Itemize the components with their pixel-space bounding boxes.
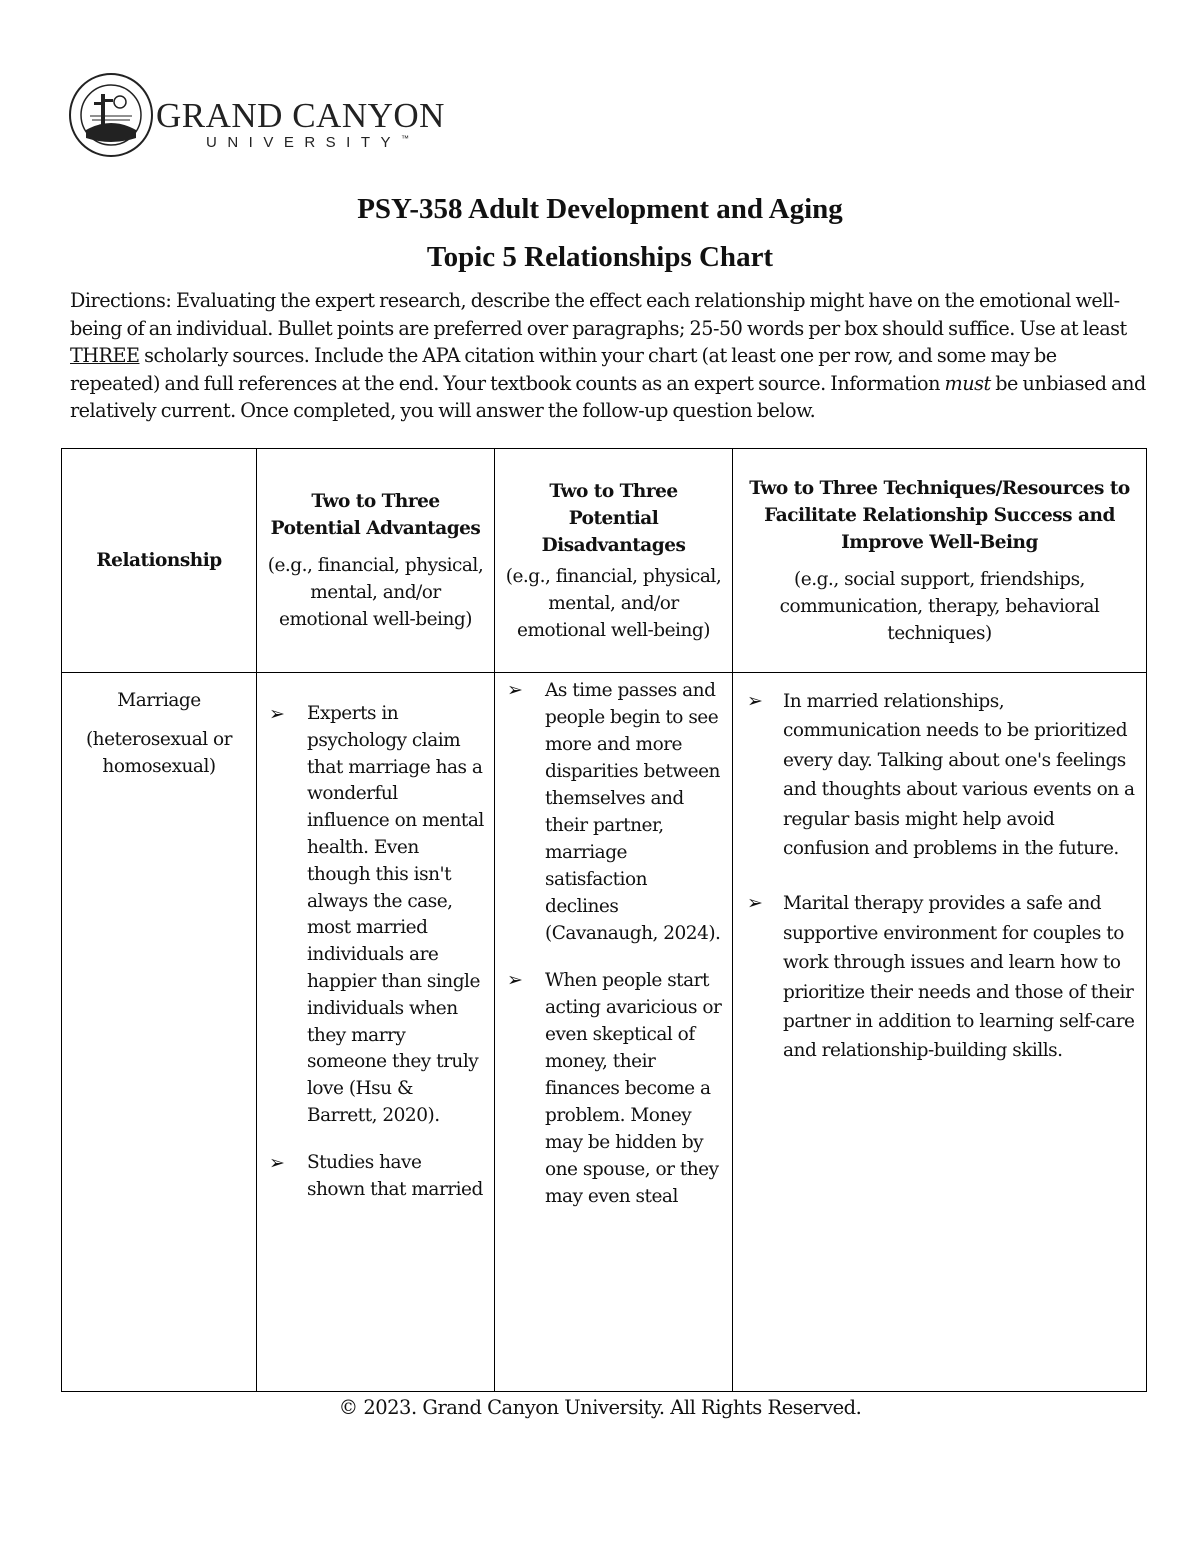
- arrow-bullet-icon: ➢: [747, 690, 763, 712]
- copyright-footer: © 2023. Grand Canyon University. All Rights Reserved.: [338, 1396, 862, 1419]
- logo-subwordmark: UNIVERSITY™: [206, 134, 410, 151]
- arrow-bullet-icon: ➢: [507, 679, 523, 701]
- list-item: ➢ When people start acting avaricious or even skeptical of money, their finances become a problem. Money may be hidden by one spouse, or they may even steal: [507, 969, 722, 1207]
- list-item: ➢ In married relationships, communication needs to be prioritized every day. Talking about one's feelings and thoughts about various events on a regular basis might help avoid confusion and problems in the future.: [743, 687, 1136, 863]
- header-disadvantages-note: (e.g., financial, physical, mental, and/or emotional well-being): [505, 565, 722, 641]
- page-subtitle: Topic 5 Relationships Chart: [426, 241, 774, 273]
- header-techniques: [733, 449, 1147, 673]
- table-row: [62, 673, 1147, 1392]
- relationships-chart-table: [61, 448, 1147, 1392]
- advantages-cell: [257, 673, 495, 1392]
- disadvantages-cell: [495, 673, 733, 1392]
- list-item: ➢ Studies have shown that married: [269, 1151, 483, 1200]
- arrow-bullet-icon: ➢: [269, 703, 285, 725]
- list-item: ➢ As time passes and people begin to see more and more disparities between themselves and their partner, marriage satisfaction declines (Cavanaugh, 2024).: [507, 679, 721, 944]
- directions-emphasis: must: [944, 371, 991, 395]
- page-title: PSY-358 Adult Development and Aging: [357, 193, 843, 225]
- header-advantages: [257, 449, 495, 673]
- relationship-subtype: (heterosexual or homosexual): [85, 729, 233, 777]
- header-relationship: Relationship: [62, 449, 257, 673]
- relationship-name: Marriage: [117, 690, 201, 711]
- header-techniques-note: (e.g., social support, friendships, communication, therapy, behavioral techniques): [779, 568, 1100, 644]
- header-advantages-title: Two to Three Potential Advantages: [270, 491, 481, 539]
- header-disadvantages-title: Two to Three Potential Disadvantages: [541, 480, 686, 556]
- arrow-bullet-icon: ➢: [507, 969, 523, 991]
- header-techniques-title: Two to Three Techniques/Resources to Facilitate Relationship Success and Improve Well-Being: [749, 477, 1130, 553]
- techniques-cell: [733, 673, 1147, 1392]
- table-header-row: [62, 449, 1147, 673]
- arrow-bullet-icon: ➢: [747, 892, 763, 915]
- list-item: ➢ Marital therapy provides a safe and supportive environment for couples to work through issues and learn how to prioritize their needs and those of their partner in addition to learning self-care and relationship-building skills.: [743, 889, 1136, 1065]
- university-seal-icon: [68, 72, 154, 158]
- directions-paragraph: Directions: Evaluating the expert research, describe the effect each relationship might have on the emotional well-being of an individual. Bullet points are preferred over paragraphs; 25-50 words per box should suffice. Use at least THREE scholarly sources. Include the APA citation within your chart (at least one per row, and some may be repeated) and full references at the end. Your textbook counts as an expert source. Information must be unbiased and relatively current. Once completed, you will answer the follow-up question below.: [70, 289, 1146, 422]
- header-disadvantages: [495, 449, 733, 673]
- arrow-bullet-icon: ➢: [269, 1151, 285, 1174]
- university-logo: [68, 72, 448, 158]
- relationship-cell: [62, 673, 257, 1392]
- logo-wordmark: GRAND CANYON: [156, 96, 445, 135]
- directions-underlined: THREE: [70, 344, 140, 367]
- list-item: ➢ Experts in psychology claim that marriage has a wonderful influence on mental health. Even though this isn't always the case, most married individuals are happier than single individuals when they marry someone they truly love (Hsu & Barrett, 2020).: [269, 703, 484, 1126]
- header-advantages-note: (e.g., financial, physical, mental, and/or emotional well-being): [267, 555, 484, 630]
